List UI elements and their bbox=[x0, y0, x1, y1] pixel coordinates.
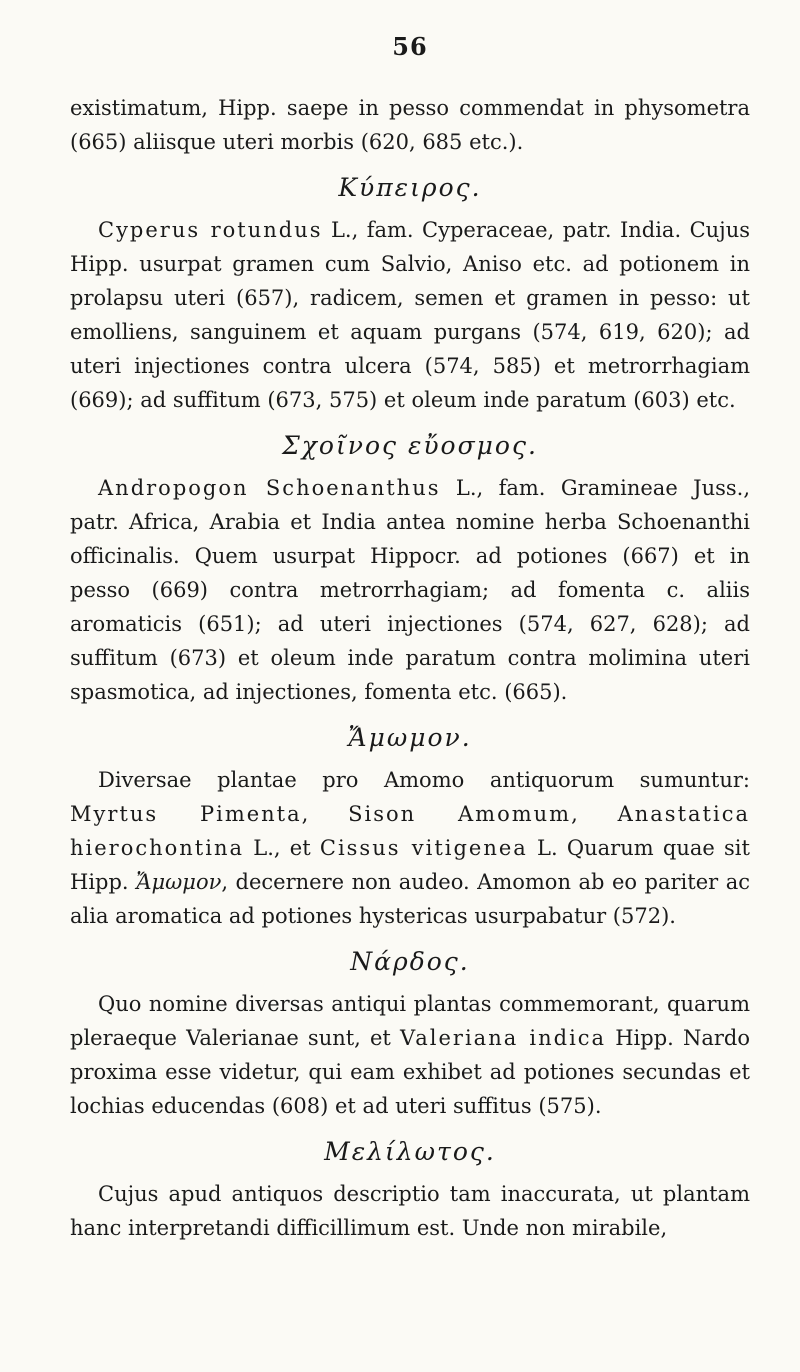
book-page bbox=[70, 32, 750, 1245]
section-body-melilotos: Cujus apud antiquos descriptio tam inaccurata, ut plantam hanc interpretandi difficillimum est. Unde non mirabile, bbox=[70, 1182, 750, 1240]
section-text: L., fam. Gramineae Juss., patr. Africa, Arabia et India antea nomine herba Schoenanthi officinalis. Quem usurpat Hippocr. ad potiones (667) et in pesso (669) contra metrorrhagiam; ad fomenta c. aliis aromaticis (651); ad uteri injectiones (574, 627, 628); ad suffitum (673) et oleum inde paratum contra molimina uteri spasmotica, ad injectiones, fomenta etc. (665). bbox=[70, 476, 751, 704]
species-name: Myrtus Pimenta bbox=[70, 802, 302, 826]
species-name: Cyperus rotundus bbox=[98, 218, 323, 242]
species-name: Anastatica hierochontina bbox=[70, 802, 750, 860]
section-heading-amomon: Ἄμωμον. bbox=[348, 723, 472, 752]
species-name: Valeriana indica bbox=[400, 1026, 607, 1050]
section-text: , bbox=[571, 802, 618, 826]
section-body-schoinos bbox=[70, 471, 750, 709]
section-body-amomon bbox=[70, 763, 750, 933]
page-number: 56 bbox=[392, 32, 428, 61]
section-heading-schoinos: Σχοῖνος εὔοσμος. bbox=[282, 431, 538, 460]
section-text: , decernere non audeo. Amomon ab eo pariter ac alia aromatica ad potiones hystericas usurpabatur (572). bbox=[70, 870, 750, 928]
section-body-nardos bbox=[70, 987, 750, 1123]
section-body-kypeiros bbox=[70, 213, 750, 417]
species-name: Andropogon Schoenanthus bbox=[98, 476, 441, 500]
section-text: L. Quarum quae sit Hipp. bbox=[70, 836, 750, 894]
greek-term: Ἄμωμον bbox=[136, 870, 222, 894]
section-heading-nardos: Νάρδος. bbox=[350, 947, 470, 976]
section-text: Quo nomine diversas antiqui plantas commemorant, quarum pleraeque Valerianae sunt, et bbox=[70, 992, 750, 1050]
species-name: Cissus vitigenea bbox=[319, 836, 528, 860]
section-text: L., fam. Cyperaceae, patr. India. Cujus Hipp. usurpat gramen cum Salvio, Aniso etc. ad potionem in prolapsu uteri (657), radicem, semen et gramen in pesso: ut emolliens, sanguinem et aquam purgans (574, 619, 620); ad uteri injectiones contra ulcera (574, 585) et metrorrhagiam (669); ad suffitum (673, 575) et oleum inde paratum (603) etc. bbox=[70, 218, 750, 412]
section-text: , bbox=[301, 802, 349, 826]
species-name: Sison Amomum bbox=[348, 802, 572, 826]
section-text: Hipp. Nardo proxima esse videtur, qui eam exhibet ad potiones secundas et lochias educendas (608) et ad uteri suffitus (575). bbox=[70, 1026, 750, 1118]
section-heading-kypeiros: Κύπειρος. bbox=[338, 173, 482, 202]
section-heading-melilotos: Μελίλωτος. bbox=[324, 1137, 496, 1166]
intro-paragraph: existimatum, Hipp. saepe in pesso commendat in physometra (665) aliisque uteri morbis (620, 685 etc.). bbox=[70, 96, 750, 154]
section-text: L., et bbox=[244, 836, 320, 860]
section-text: Diversae plantae pro Amomo antiquorum sumuntur: bbox=[98, 768, 750, 792]
